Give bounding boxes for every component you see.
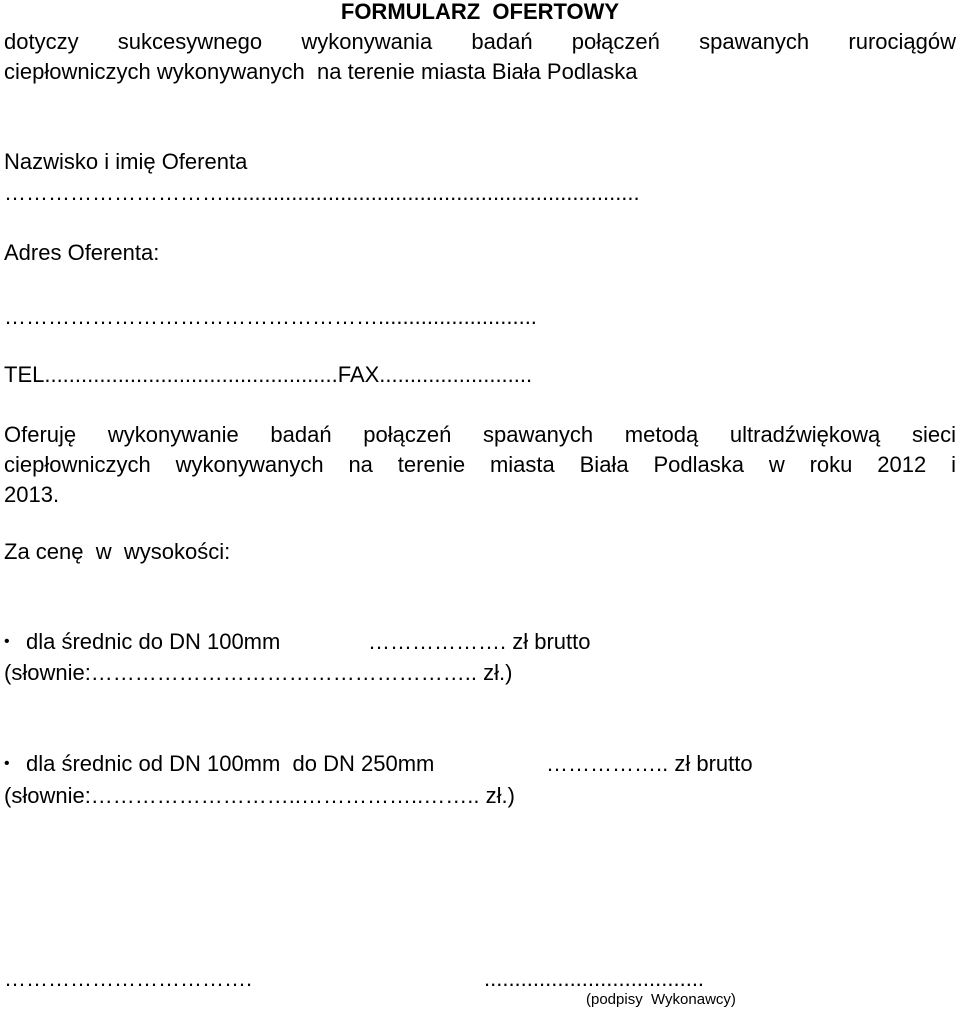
bidder-name-label: Nazwisko i imię Oferenta [4, 149, 248, 174]
offer-line-3: 2013. [4, 482, 60, 507]
offer-line-2: ciepłowniczych wykonywanych na terenie miasta Biała Podlaska w roku 2012 i [4, 452, 956, 477]
bidder-name-field: ………………………….................................................................... [4, 180, 640, 205]
price-item-2-description: dla średnic od DN 100mm do DN 250mm [26, 751, 435, 776]
price-item-2-in-words: (słownie:………………………..……………..…….. zł.) [4, 783, 515, 808]
signature-line-right: .................................... [484, 966, 705, 991]
tel-fax-line: TEL................................................FAX......................... [4, 362, 533, 387]
bullet-icon: • [4, 633, 10, 650]
bidder-address-label: Adres Oferenta: [4, 240, 160, 265]
signature-line-left: ……………………………. [4, 966, 253, 991]
price-item-1-description: dla średnic do DN 100mm [26, 629, 281, 654]
form-title: FORMULARZ OFERTOWY [340, 0, 620, 24]
bullet-icon: • [4, 755, 10, 772]
signature-caption: (podpisy Wykonawcy) [586, 991, 736, 1008]
price-item-1-amount: ………………. zł brutto [368, 629, 591, 654]
subject-line-1: dotyczy sukcesywnego wykonywania badań połączeń spawanych rurociągów [4, 29, 956, 54]
price-item-2-amount: …………….. zł brutto [546, 751, 753, 776]
subject-line-2: ciepłowniczych wykonywanych na terenie miasta Biała Podlaska [4, 59, 638, 84]
bidder-address-field: …………………………………………….......................... [4, 304, 537, 329]
price-label: Za cenę w wysokości: [4, 539, 231, 564]
offer-line-1: Oferuję wykonywanie badań połączeń spawanych metodą ultradźwiękową sieci [4, 422, 956, 447]
price-item-1-in-words: (słownie:…………………………………………….. zł.) [4, 660, 513, 685]
